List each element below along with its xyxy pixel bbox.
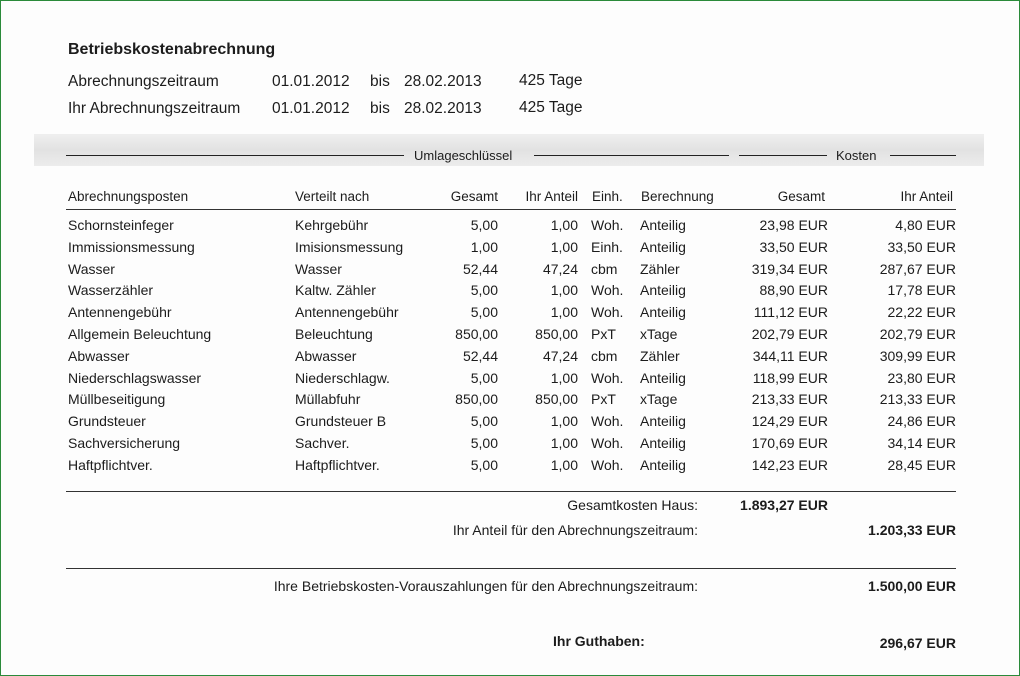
cell-einheit: Woh. [591,282,624,299]
cell-verteilt: Imisionsmessung [295,238,404,255]
cell-posten: Haftpflichtver. [68,456,153,473]
cell-kosten-gesamt: 202,79 EUR [751,326,828,342]
gesamtkosten-value: 1.893,27 EUR [740,497,828,513]
cell-gesamt: 850,00 [455,326,498,342]
cell-einheit: PxT [591,391,616,408]
band-rule [890,155,956,156]
cell-anteil: 1,00 [550,435,578,451]
cell-anteil: 1,00 [550,304,578,321]
cell-einheit: PxT [591,326,616,342]
col-header: Abrechnungsposten [68,189,189,204]
cell-gesamt: 52,44 [462,260,498,277]
cell-verteilt: Abwasser [295,347,357,364]
cell-gesamt: 52,44 [462,347,498,364]
cell-berechnung: Anteilig [640,282,686,299]
period-bis: bis [370,73,390,90]
cell-anteil: 850,00 [535,391,578,408]
cell-berechnung: Zähler [640,347,680,364]
col-header: Ihr Anteil [900,189,953,204]
cell-kosten-anteil: 33,50 EUR [887,238,956,255]
cell-kosten-anteil: 309,99 EUR [879,347,956,364]
col-header: Verteilt nach [295,189,370,204]
cell-kosten-anteil: 17,78 EUR [887,282,956,299]
col-header: Berechnung [641,189,714,204]
cell-verteilt: Niederschlagw. [295,369,390,386]
cell-gesamt: 850,00 [455,391,498,408]
cell-verteilt: Müllabfuhr [295,391,361,408]
summary-rule [66,568,956,569]
guthaben-value: 296,67 EUR [879,635,956,651]
cell-gesamt: 5,00 [470,282,498,299]
cell-einheit: Woh. [591,413,624,430]
cell-kosten-gesamt: 319,34 EUR [751,260,828,277]
cell-posten: Wasserzähler [68,282,154,299]
cell-einheit: cbm [591,260,618,277]
cell-anteil: 47,24 [542,260,578,277]
cell-verteilt: Sachver. [295,435,350,451]
cell-posten: Schornsteinfeger [68,217,174,233]
cell-anteil: 1,00 [550,282,578,299]
cell-einheit: Einh. [591,238,623,255]
cell-anteil: 1,00 [550,456,578,473]
cell-kosten-anteil: 213,33 EUR [879,391,956,408]
vorauszahlungen-label: Ihre Betriebskosten-Vorauszahlungen für den Abrechnungszeitraum: [273,578,698,594]
period-to: 28.02.2013 [404,73,482,90]
cell-posten: Müllbeseitigung [68,391,166,408]
col-header: Ihr Anteil [525,189,578,204]
cell-gesamt: 1,00 [470,238,498,255]
cell-anteil: 1,00 [550,217,578,233]
cell-einheit: Woh. [591,456,624,473]
guthaben-label: Ihr Guthaben: [553,633,645,649]
cell-berechnung: Anteilig [640,456,686,473]
cell-berechnung: Anteilig [640,238,686,255]
cell-berechnung: Zähler [640,260,680,277]
cell-verteilt: Beleuchtung [295,326,373,342]
band-rule [534,155,729,156]
cell-einheit: cbm [591,347,618,364]
cell-verteilt: Grundsteuer B [295,413,387,430]
anteil-label: Ihr Anteil für den Abrechnungszeitraum: [452,522,698,538]
cell-posten: Niederschlagswasser [68,369,202,386]
vorauszahlungen-value: 1.500,00 EUR [868,578,956,594]
cell-kosten-gesamt: 88,90 EUR [759,282,828,299]
cell-gesamt: 5,00 [470,435,498,451]
cell-anteil: 1,00 [550,238,578,255]
col-header: Gesamt [450,189,498,204]
cell-berechnung: Anteilig [640,217,686,233]
cell-gesamt: 5,00 [470,304,498,321]
cell-anteil: 1,00 [550,369,578,386]
cell-verteilt: Kehrgebühr [295,217,369,233]
cell-berechnung: Anteilig [640,435,686,451]
cell-kosten-anteil: 4,80 EUR [895,217,956,233]
cell-berechnung: xTage [640,391,678,408]
col-header: Gesamt [777,189,825,204]
cell-berechnung: Anteilig [640,369,686,386]
cell-kosten-gesamt: 111,12 EUR [753,304,828,321]
cell-kosten-anteil: 202,79 EUR [879,326,956,342]
cell-berechnung: xTage [640,326,678,342]
period-from: 01.01.2012 [272,73,350,90]
cell-kosten-anteil: 24,86 EUR [887,413,956,430]
cell-posten: Antennengebühr [68,304,172,321]
cell-gesamt: 5,00 [470,217,498,233]
col-header: Einh. [592,189,623,204]
cell-gesamt: 5,00 [470,369,498,386]
kosten-label: Kosten [836,148,877,163]
cell-anteil: 850,00 [535,326,578,342]
cell-einheit: Woh. [591,217,624,233]
cell-kosten-anteil: 28,45 EUR [887,456,956,473]
period-label: Abrechnungszeitraum [68,73,219,90]
cell-berechnung: Anteilig [640,413,686,430]
cell-posten: Sachversicherung [68,435,181,451]
cell-verteilt: Antennengebühr [295,304,399,321]
gesamtkosten-label: Gesamtkosten Haus: [567,497,698,513]
cell-kosten-gesamt: 23,98 EUR [759,217,828,233]
cell-verteilt: Haftpflichtver. [295,456,380,473]
cell-einheit: Woh. [591,369,624,386]
cell-berechnung: Anteilig [640,304,686,321]
period-days: 425 Tage [519,99,583,116]
band-rule [739,155,827,156]
cell-posten: Wasser [68,260,115,277]
cell-kosten-gesamt: 124,29 EUR [751,413,828,430]
cell-kosten-gesamt: 170,69 EUR [751,435,828,451]
period-label: Ihr Abrechnungszeitraum [68,100,241,117]
totals-rule [66,491,956,492]
band-rule [66,155,404,156]
cell-posten: Abwasser [68,347,130,364]
cell-kosten-gesamt: 213,33 EUR [751,391,828,408]
cell-verteilt: Wasser [295,260,342,277]
document-title: Betriebskostenabrechnung [68,41,276,58]
cell-kosten-gesamt: 344,11 EUR [752,347,828,364]
anteil-value: 1.203,33 EUR [868,522,956,538]
cell-einheit: Woh. [591,304,624,321]
umlage-label: Umlageschlüssel [414,148,513,163]
header-rule [66,209,956,210]
period-from: 01.01.2012 [272,100,350,117]
cell-kosten-anteil: 34,14 EUR [887,435,956,451]
cell-kosten-anteil: 23,80 EUR [887,369,956,386]
cell-posten: Grundsteuer [68,413,146,430]
period-to: 28.02.2013 [404,100,482,117]
cell-kosten-anteil: 287,67 EUR [879,260,956,277]
period-days: 425 Tage [519,72,583,89]
cell-gesamt: 5,00 [470,413,498,430]
cell-kosten-anteil: 22,22 EUR [887,304,956,321]
cell-kosten-gesamt: 118,99 EUR [752,369,828,386]
cell-kosten-gesamt: 142,23 EUR [751,456,828,473]
cell-anteil: 1,00 [550,413,578,430]
cell-einheit: Woh. [591,435,624,451]
cell-posten: Allgemein Beleuchtung [68,326,212,342]
cell-gesamt: 5,00 [470,456,498,473]
cell-anteil: 47,24 [542,347,578,364]
period-bis: bis [370,100,390,117]
cell-kosten-gesamt: 33,50 EUR [759,238,828,255]
cell-verteilt: Kaltw. Zähler [295,282,376,299]
cell-posten: Immissionsmessung [68,238,195,255]
